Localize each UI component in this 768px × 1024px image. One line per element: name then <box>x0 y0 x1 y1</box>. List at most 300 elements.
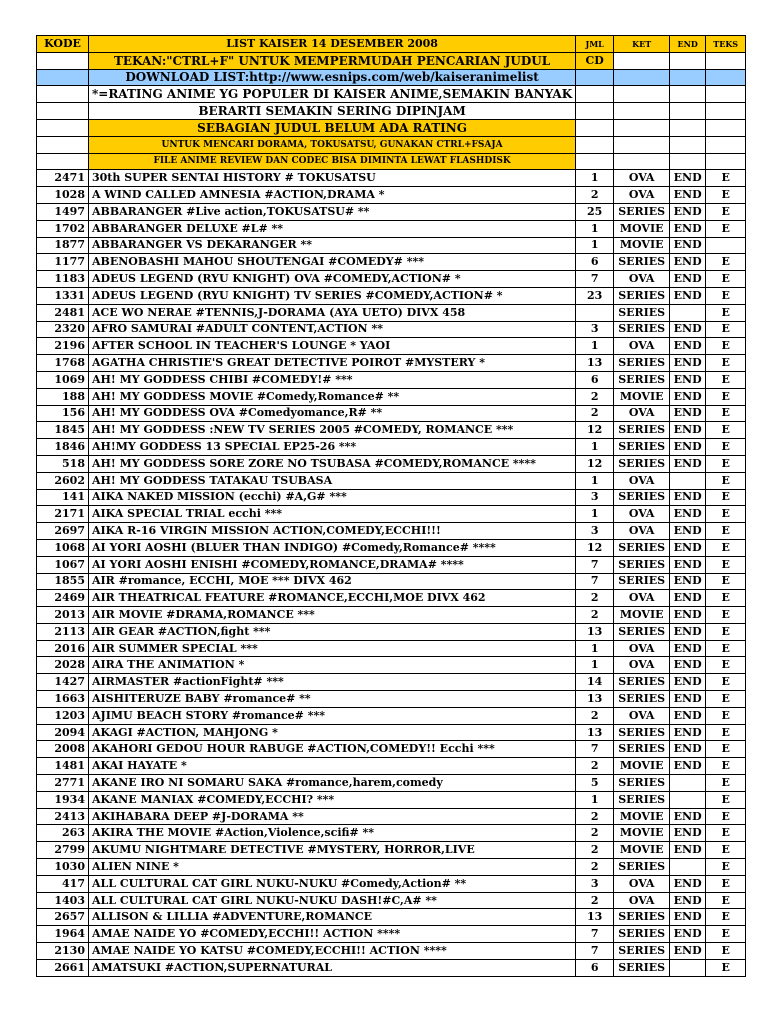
end-cell: END <box>670 271 706 288</box>
jml-cell: 23 <box>576 287 614 304</box>
jml-cell: 2 <box>576 388 614 405</box>
teks-cell: E <box>706 388 746 405</box>
table-row <box>37 237 746 254</box>
end-cell: END <box>670 657 706 674</box>
end-cell: END <box>670 674 706 691</box>
kode-cell: 2697 <box>37 523 89 540</box>
jml-cell <box>576 304 614 321</box>
kode-cell: 188 <box>37 388 89 405</box>
title-cell: AIR MOVIE #DRAMA,ROMANCE *** <box>89 607 576 624</box>
kode-cell: 2413 <box>37 808 89 825</box>
table-row <box>37 422 746 439</box>
ket-cell: SERIES <box>614 926 670 943</box>
table-row <box>37 775 746 792</box>
kode-cell: 2094 <box>37 724 89 741</box>
kode-cell: 1177 <box>37 254 89 271</box>
jml-cell: 2 <box>576 859 614 876</box>
jml-cell: 7 <box>576 556 614 573</box>
title-cell: AKIHABARA DEEP #J-DORAMA ** <box>89 808 576 825</box>
kode-cell: 2196 <box>37 338 89 355</box>
ket-cell: SERIES <box>614 741 670 758</box>
ket-cell: SERIES <box>614 943 670 960</box>
end-cell: END <box>670 388 706 405</box>
title-cell: AIR #romance, ECCHI, MOE *** DIVX 462 <box>89 573 576 590</box>
end-cell: END <box>670 808 706 825</box>
jml-cell: 13 <box>576 691 614 708</box>
jml-cell: 13 <box>576 724 614 741</box>
end-cell: END <box>670 254 706 271</box>
title-cell: ADEUS LEGEND (RYU KNIGHT) TV SERIES #COMEDY,ACTION# * <box>89 287 576 304</box>
end-cell: END <box>670 203 706 220</box>
end-cell: END <box>670 220 706 237</box>
end-cell <box>670 775 706 792</box>
jml-cell: 1 <box>576 439 614 456</box>
jml-cell: 2 <box>576 825 614 842</box>
ket-cell: OVA <box>614 338 670 355</box>
jml-cell: 2 <box>576 405 614 422</box>
table-row <box>37 388 746 405</box>
download-link[interactable]: DOWNLOAD LIST:http://www.esnips.com/web/kaiseranimelist <box>89 69 576 86</box>
teks-cell: E <box>706 338 746 355</box>
kode-cell: 1030 <box>37 859 89 876</box>
kode-cell: 1702 <box>37 220 89 237</box>
kode-cell: 2016 <box>37 640 89 657</box>
jml-cell: 2 <box>576 842 614 859</box>
end-cell: END <box>670 842 706 859</box>
jml-cell: 25 <box>576 203 614 220</box>
note-untuk: UNTUK MENCARI DORAMA, TOKUSATSU, GUNAKAN CTRL+FSAJA <box>89 136 576 153</box>
note-row-untuk <box>37 136 746 153</box>
title-cell: AJIMU BEACH STORY #romance# *** <box>89 707 576 724</box>
jml-cell: 2 <box>576 590 614 607</box>
table-row <box>37 959 746 976</box>
note-sebagian: SEBAGIAN JUDUL BELUM ADA RATING <box>89 119 576 136</box>
title-cell: AIR SUMMER SPECIAL *** <box>89 640 576 657</box>
end-cell <box>670 859 706 876</box>
teks-cell: E <box>706 439 746 456</box>
table-row <box>37 187 746 204</box>
ket-cell: SERIES <box>614 355 670 372</box>
kode-cell: 1964 <box>37 926 89 943</box>
ket-cell: OVA <box>614 472 670 489</box>
title-cell: AFTER SCHOOL IN TEACHER'S LOUNGE * YAOI <box>89 338 576 355</box>
kode-cell: 1331 <box>37 287 89 304</box>
header-title: LIST KAISER 14 DESEMBER 2008 <box>89 36 576 53</box>
ket-cell: MOVIE <box>614 758 670 775</box>
teks-cell: E <box>706 758 746 775</box>
kode-cell: 1845 <box>37 422 89 439</box>
kode-cell: 1855 <box>37 573 89 590</box>
ket-cell: SERIES <box>614 791 670 808</box>
jml-cell: 1 <box>576 640 614 657</box>
ket-cell: SERIES <box>614 573 670 590</box>
title-cell: ALL CULTURAL CAT GIRL NUKU-NUKU DASH!#C,A# ** <box>89 892 576 909</box>
table-row <box>37 657 746 674</box>
ket-cell: SERIES <box>614 254 670 271</box>
table-row <box>37 304 746 321</box>
jml-cell: 7 <box>576 741 614 758</box>
table-row <box>37 321 746 338</box>
teks-cell: E <box>706 556 746 573</box>
kode-cell: 2481 <box>37 304 89 321</box>
header-ket: KET <box>614 36 670 53</box>
ket-cell: SERIES <box>614 203 670 220</box>
kode-cell: 1403 <box>37 892 89 909</box>
table-row <box>37 355 746 372</box>
header-row <box>37 36 746 53</box>
table-row <box>37 842 746 859</box>
kode-cell: 2657 <box>37 909 89 926</box>
end-cell: END <box>670 455 706 472</box>
kode-cell: 2320 <box>37 321 89 338</box>
ket-cell: SERIES <box>614 321 670 338</box>
note-row-download <box>37 69 746 86</box>
ket-cell: OVA <box>614 187 670 204</box>
ket-cell: OVA <box>614 523 670 540</box>
kode-cell: 141 <box>37 489 89 506</box>
table-row <box>37 539 746 556</box>
jml-cell: 3 <box>576 321 614 338</box>
kode-cell: 1846 <box>37 439 89 456</box>
title-cell: ALL CULTURAL CAT GIRL NUKU-NUKU #Comedy,Action# ** <box>89 875 576 892</box>
jml-cell: 7 <box>576 271 614 288</box>
kode-cell: 263 <box>37 825 89 842</box>
teks-cell: E <box>706 657 746 674</box>
header-kode: KODE <box>37 36 89 53</box>
kode-cell: 2602 <box>37 472 89 489</box>
title-cell: AIRA THE ANIMATION * <box>89 657 576 674</box>
teks-cell: E <box>706 741 746 758</box>
ket-cell: SERIES <box>614 422 670 439</box>
ket-cell: MOVIE <box>614 220 670 237</box>
kode-cell: 1068 <box>37 539 89 556</box>
table-row <box>37 455 746 472</box>
note-row-rating <box>37 86 746 103</box>
jml-cell: 7 <box>576 926 614 943</box>
header-jml: JML <box>576 36 614 53</box>
jml-cell: 2 <box>576 607 614 624</box>
ket-cell: SERIES <box>614 859 670 876</box>
kode-cell: 1768 <box>37 355 89 372</box>
end-cell: END <box>670 287 706 304</box>
title-cell: AKUMU NIGHTMARE DETECTIVE #MYSTERY, HORROR,LIVE <box>89 842 576 859</box>
end-cell: END <box>670 489 706 506</box>
kode-cell: 1183 <box>37 271 89 288</box>
note-row-tekan <box>37 52 746 69</box>
kode-cell: 1481 <box>37 758 89 775</box>
jml-cell: 12 <box>576 455 614 472</box>
teks-cell: E <box>706 892 746 909</box>
jml-cell: 12 <box>576 422 614 439</box>
table-row <box>37 859 746 876</box>
kode-cell: 2113 <box>37 623 89 640</box>
kode-cell: 2008 <box>37 741 89 758</box>
jml-cell: 2 <box>576 758 614 775</box>
end-cell: END <box>670 237 706 254</box>
ket-cell: OVA <box>614 707 670 724</box>
title-cell: AMAE NAIDE YO KATSU #COMEDY,ECCHI!! ACTION **** <box>89 943 576 960</box>
jml-cell: 1 <box>576 472 614 489</box>
ket-cell: MOVIE <box>614 607 670 624</box>
table-row <box>37 808 746 825</box>
jml-cell: 7 <box>576 943 614 960</box>
end-cell <box>670 304 706 321</box>
title-cell: ABBARANGER DELUXE #L# ** <box>89 220 576 237</box>
teks-cell: E <box>706 859 746 876</box>
ket-cell: SERIES <box>614 724 670 741</box>
table-row <box>37 472 746 489</box>
table-row <box>37 271 746 288</box>
kode-cell: 2771 <box>37 775 89 792</box>
ket-cell: OVA <box>614 640 670 657</box>
jml-cell: 13 <box>576 355 614 372</box>
jml-cell: 2 <box>576 187 614 204</box>
table-row <box>37 506 746 523</box>
title-cell: AI YORI AOSHI ENISHI #COMEDY,ROMANCE,DRAMA# **** <box>89 556 576 573</box>
table-row <box>37 640 746 657</box>
end-cell: END <box>670 170 706 187</box>
jml-cell: 3 <box>576 875 614 892</box>
table-row <box>37 943 746 960</box>
teks-cell: E <box>706 455 746 472</box>
jml-cell: 6 <box>576 371 614 388</box>
end-cell: END <box>670 422 706 439</box>
jml-cell: 3 <box>576 489 614 506</box>
title-cell: AKAHORI GEDOU HOUR RABUGE #ACTION,COMEDY!! Ecchi *** <box>89 741 576 758</box>
ket-cell: OVA <box>614 892 670 909</box>
ket-cell: MOVIE <box>614 825 670 842</box>
header-end: END <box>670 36 706 53</box>
ket-cell: SERIES <box>614 691 670 708</box>
title-cell: AKIRA THE MOVIE #Action,Violence,scifi# ** <box>89 825 576 842</box>
end-cell: END <box>670 573 706 590</box>
table-row <box>37 170 746 187</box>
end-cell: END <box>670 539 706 556</box>
jml-cell: 13 <box>576 909 614 926</box>
title-cell: AKANE IRO NI SOMARU SAKA #romance,harem,comedy <box>89 775 576 792</box>
title-cell: ALLISON & LILLIA #ADVENTURE,ROMANCE <box>89 909 576 926</box>
kode-cell: 2028 <box>37 657 89 674</box>
ket-cell: SERIES <box>614 556 670 573</box>
jml-cell: 12 <box>576 539 614 556</box>
ket-cell: SERIES <box>614 775 670 792</box>
teks-cell: E <box>706 287 746 304</box>
jml-cell: 1 <box>576 237 614 254</box>
teks-cell: E <box>706 506 746 523</box>
table-row <box>37 623 746 640</box>
ket-cell: OVA <box>614 506 670 523</box>
note-row-berarti <box>37 103 746 120</box>
teks-cell: E <box>706 875 746 892</box>
jml-cell: 1 <box>576 170 614 187</box>
title-cell: AH! MY GODDESS CHIBI #COMEDY!# *** <box>89 371 576 388</box>
table-row <box>37 220 746 237</box>
title-cell: AKAGI #ACTION, MAHJONG * <box>89 724 576 741</box>
ket-cell: SERIES <box>614 489 670 506</box>
kode-cell: 2171 <box>37 506 89 523</box>
title-cell: AIKA SPECIAL TRIAL ecchi *** <box>89 506 576 523</box>
table-row <box>37 371 746 388</box>
table-row <box>37 691 746 708</box>
anime-list-table <box>36 35 746 977</box>
end-cell: END <box>670 875 706 892</box>
ket-cell: OVA <box>614 405 670 422</box>
ket-cell: MOVIE <box>614 237 670 254</box>
kode-cell: 1069 <box>37 371 89 388</box>
table-row <box>37 489 746 506</box>
teks-cell: E <box>706 187 746 204</box>
table-row <box>37 892 746 909</box>
jml-cell: 1 <box>576 657 614 674</box>
end-cell: END <box>670 623 706 640</box>
ket-cell: SERIES <box>614 455 670 472</box>
end-cell: END <box>670 758 706 775</box>
end-cell <box>670 472 706 489</box>
teks-cell: E <box>706 405 746 422</box>
end-cell <box>670 791 706 808</box>
title-cell: ACE WO NERAE #TENNIS,J-DORAMA (AYA UETO) DIVX 458 <box>89 304 576 321</box>
kode-cell: 1028 <box>37 187 89 204</box>
teks-cell: E <box>706 674 746 691</box>
teks-cell: E <box>706 775 746 792</box>
ket-cell: SERIES <box>614 674 670 691</box>
teks-cell: E <box>706 355 746 372</box>
kode-cell: 2013 <box>37 607 89 624</box>
teks-cell: E <box>706 472 746 489</box>
ket-cell: OVA <box>614 271 670 288</box>
jml-cell: 2 <box>576 892 614 909</box>
title-cell: AI YORI AOSHI (BLUER THAN INDIGO) #Comedy,Romance# **** <box>89 539 576 556</box>
kode-cell: 2471 <box>37 170 89 187</box>
end-cell: END <box>670 439 706 456</box>
header-teks: TEKS <box>706 36 746 53</box>
teks-cell: E <box>706 170 746 187</box>
title-cell: AMATSUKI #ACTION,SUPERNATURAL <box>89 959 576 976</box>
table-row <box>37 825 746 842</box>
kode-cell: 2661 <box>37 959 89 976</box>
title-cell: ADEUS LEGEND (RYU KNIGHT) OVA #COMEDY,ACTION# * <box>89 271 576 288</box>
jml-cell: 2 <box>576 707 614 724</box>
teks-cell: E <box>706 254 746 271</box>
end-cell: END <box>670 523 706 540</box>
end-cell: END <box>670 640 706 657</box>
end-cell: END <box>670 691 706 708</box>
end-cell: END <box>670 355 706 372</box>
ket-cell: MOVIE <box>614 388 670 405</box>
kode-cell: 2130 <box>37 943 89 960</box>
kode-cell: 1427 <box>37 674 89 691</box>
teks-cell: E <box>706 842 746 859</box>
jml-cell: 1 <box>576 791 614 808</box>
kode-cell: 1067 <box>37 556 89 573</box>
end-cell: END <box>670 506 706 523</box>
teks-cell: E <box>706 523 746 540</box>
teks-cell: E <box>706 959 746 976</box>
end-cell: END <box>670 187 706 204</box>
kode-cell: 1934 <box>37 791 89 808</box>
table-row <box>37 439 746 456</box>
jml-cell: 6 <box>576 254 614 271</box>
jml-cell: 14 <box>576 674 614 691</box>
jml-cell: 13 <box>576 623 614 640</box>
title-cell: ALIEN NINE * <box>89 859 576 876</box>
title-cell: 30th SUPER SENTAI HISTORY # TOKUSATSU <box>89 170 576 187</box>
title-cell: AH! MY GODDESS TATAKAU TSUBASA <box>89 472 576 489</box>
teks-cell: E <box>706 539 746 556</box>
teks-cell: E <box>706 203 746 220</box>
note-tekan: TEKAN:"CTRL+F" UNTUK MEMPERMUDAH PENCARIAN JUDUL <box>89 52 576 69</box>
jml-cell: 2 <box>576 808 614 825</box>
end-cell: END <box>670 892 706 909</box>
table-row <box>37 405 746 422</box>
title-cell: AISHITERUZE BABY #romance# ** <box>89 691 576 708</box>
teks-cell: E <box>706 371 746 388</box>
kode-cell: 2799 <box>37 842 89 859</box>
kode-cell: 1663 <box>37 691 89 708</box>
teks-cell: E <box>706 926 746 943</box>
note-row-sebagian <box>37 119 746 136</box>
ket-cell: OVA <box>614 875 670 892</box>
teks-cell: E <box>706 321 746 338</box>
kode-cell: 518 <box>37 455 89 472</box>
title-cell: AIRMASTER #actionFight# *** <box>89 674 576 691</box>
jml-cell: 1 <box>576 506 614 523</box>
table-row <box>37 523 746 540</box>
table-row <box>37 707 746 724</box>
table-row <box>37 758 746 775</box>
title-cell: ABENOBASHI MAHOU SHOUTENGAI #COMEDY# *** <box>89 254 576 271</box>
end-cell: END <box>670 556 706 573</box>
teks-cell: E <box>706 691 746 708</box>
ket-cell: OVA <box>614 657 670 674</box>
end-cell: END <box>670 338 706 355</box>
title-cell: AGATHA CHRISTIE'S GREAT DETECTIVE POIROT #MYSTERY * <box>89 355 576 372</box>
ket-cell: MOVIE <box>614 842 670 859</box>
kode-cell: 2469 <box>37 590 89 607</box>
end-cell: END <box>670 405 706 422</box>
end-cell: END <box>670 371 706 388</box>
title-cell: A WIND CALLED AMNESIA #ACTION,DRAMA * <box>89 187 576 204</box>
end-cell: END <box>670 590 706 607</box>
kode-cell: 417 <box>37 875 89 892</box>
ket-cell: SERIES <box>614 439 670 456</box>
ket-cell: SERIES <box>614 371 670 388</box>
end-cell: END <box>670 825 706 842</box>
end-cell: END <box>670 909 706 926</box>
ket-cell: SERIES <box>614 959 670 976</box>
teks-cell: E <box>706 640 746 657</box>
end-cell: END <box>670 707 706 724</box>
teks-cell: E <box>706 623 746 640</box>
teks-cell: E <box>706 607 746 624</box>
jml-cell: 1 <box>576 220 614 237</box>
ket-cell: SERIES <box>614 909 670 926</box>
jml-cell: 3 <box>576 523 614 540</box>
title-cell: AKAI HAYATE * <box>89 758 576 775</box>
kode-cell: 1203 <box>37 707 89 724</box>
ket-cell: SERIES <box>614 539 670 556</box>
table-row <box>37 203 746 220</box>
teks-cell: E <box>706 791 746 808</box>
table-row <box>37 875 746 892</box>
title-cell: AIR THEATRICAL FEATURE #ROMANCE,ECCHI,MOE DIVX 462 <box>89 590 576 607</box>
end-cell: END <box>670 724 706 741</box>
teks-cell: E <box>706 943 746 960</box>
note-berarti: BERARTI SEMAKIN SERING DIPINJAM <box>89 103 576 120</box>
table-row <box>37 287 746 304</box>
ket-cell: SERIES <box>614 304 670 321</box>
table-row <box>37 573 746 590</box>
